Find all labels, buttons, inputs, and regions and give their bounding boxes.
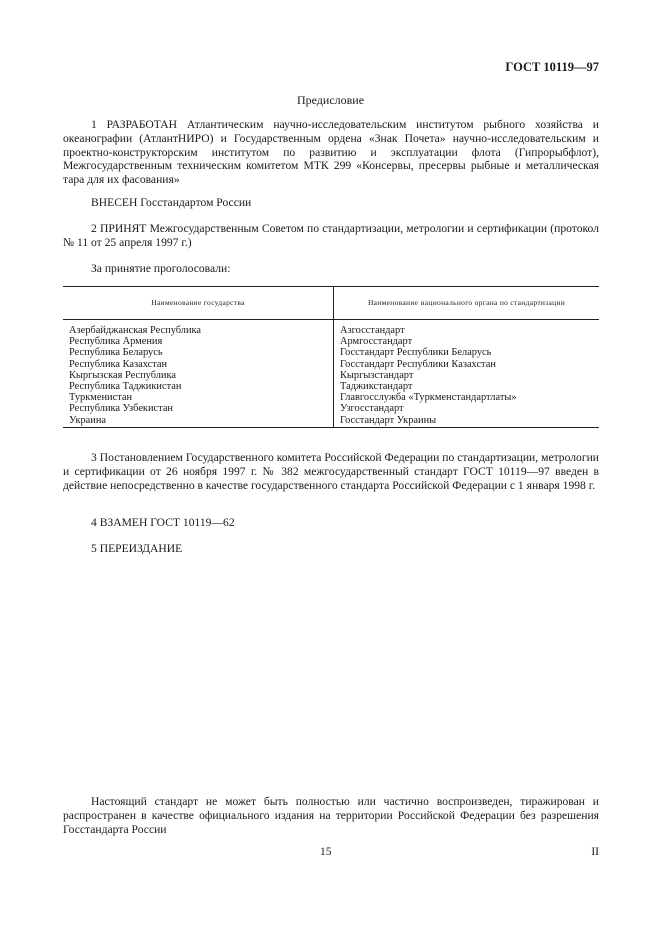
page-number: 15 [320,846,332,858]
paragraph-decree: 3 Постановлением Государственного комитета Российской Федерации по стандартизации, метрологии и сертификации от 26 ноября 1997 г. № 382 межгосударственный стандарт ГОСТ 10119—97 введен в действие непосредственно в качестве государственного стандарта Российской Федерации с 1 января 1998 г. [63,451,599,492]
table-row [63,359,599,370]
table-row [63,392,599,403]
paragraph-introduced-by: ВНЕСЕН Госстандартом России [91,196,252,209]
table-header-row [63,287,599,320]
state-cell: Кыргызская Республика [63,370,334,381]
table-row [63,336,599,347]
standards-body-cell: Азгосстандарт [340,325,405,336]
standards-body-cell: Госстандарт Украины [334,415,600,428]
paragraph-replaces: 4 ВЗАМЕН ГОСТ 10119—62 [91,516,235,529]
standards-body-cell: Госстандарт Республики Беларусь [340,347,492,359]
edition-code: II [591,846,599,858]
table-row [63,320,599,337]
standards-body-cell: Таджикстандарт [340,381,413,393]
voting-table [63,286,599,428]
standards-body-cell: Госстандарт Республики Казахстан [340,358,496,370]
paragraph-reissue: 5 ПЕРЕИЗДАНИЕ [91,542,183,555]
state-cell: Азербайджанская Республика [63,320,334,337]
standards-body-cell: Главгосслужба «Туркменстандартлаты» [340,392,517,404]
paragraph-voted-for: За принятие проголосовали: [91,262,231,275]
state-cell: Республика Таджикистан [63,381,334,392]
document-code-header: ГОСТ 10119—97 [505,60,599,74]
standards-body-cell: Армгосстандарт [340,336,413,348]
standards-body-cell: Узгосстандарт [340,403,404,415]
state-cell: Республика Казахстан [63,359,334,370]
table-row [63,347,599,358]
state-cell: Республика Армения [63,336,334,347]
state-cell: Республика Беларусь [63,347,334,358]
table-row [63,415,599,428]
state-cell: Украина [63,415,334,428]
column-header-state: Наименование государства [63,287,334,320]
table-row [63,381,599,392]
paragraph-developed-by: 1 РАЗРАБОТАН Атлантическим научно-исследовательским институтом рыбного хозяйства и океанографии (АтлантНИРО) и Государственным ордена «Знак Почета» научно-исследовательским и проектно-конструкторским институтом по развитию и эксплуатации флота (Гипрорыбфлот), Межгосударственным техническим комитетом МТК 299 «Консервы, пресервы рыбные и металлическая тара для их фасования» [63,118,599,187]
paragraph-copyright-notice: Настоящий стандарт не может быть полностью или частично воспроизведен, тиражирован и распространен в качестве официального издания на территории Российской Федерации без разрешения Госстандарта России [63,795,599,836]
state-cell: Республика Узбекистан [63,403,334,414]
column-header-standards-body: Наименование национального органа по стандартизации [334,287,600,320]
section-title: Предисловие [296,93,365,107]
table-row [63,403,599,414]
paragraph-adopted-by: 2 ПРИНЯТ Межгосударственным Советом по стандартизации, метрологии и сертификации (протокол № 11 от 25 апреля 1997 г.) [63,222,599,249]
table-row [63,370,599,381]
standards-body-cell: Кыргызстандарт [340,369,414,381]
state-cell: Туркменистан [63,392,334,403]
